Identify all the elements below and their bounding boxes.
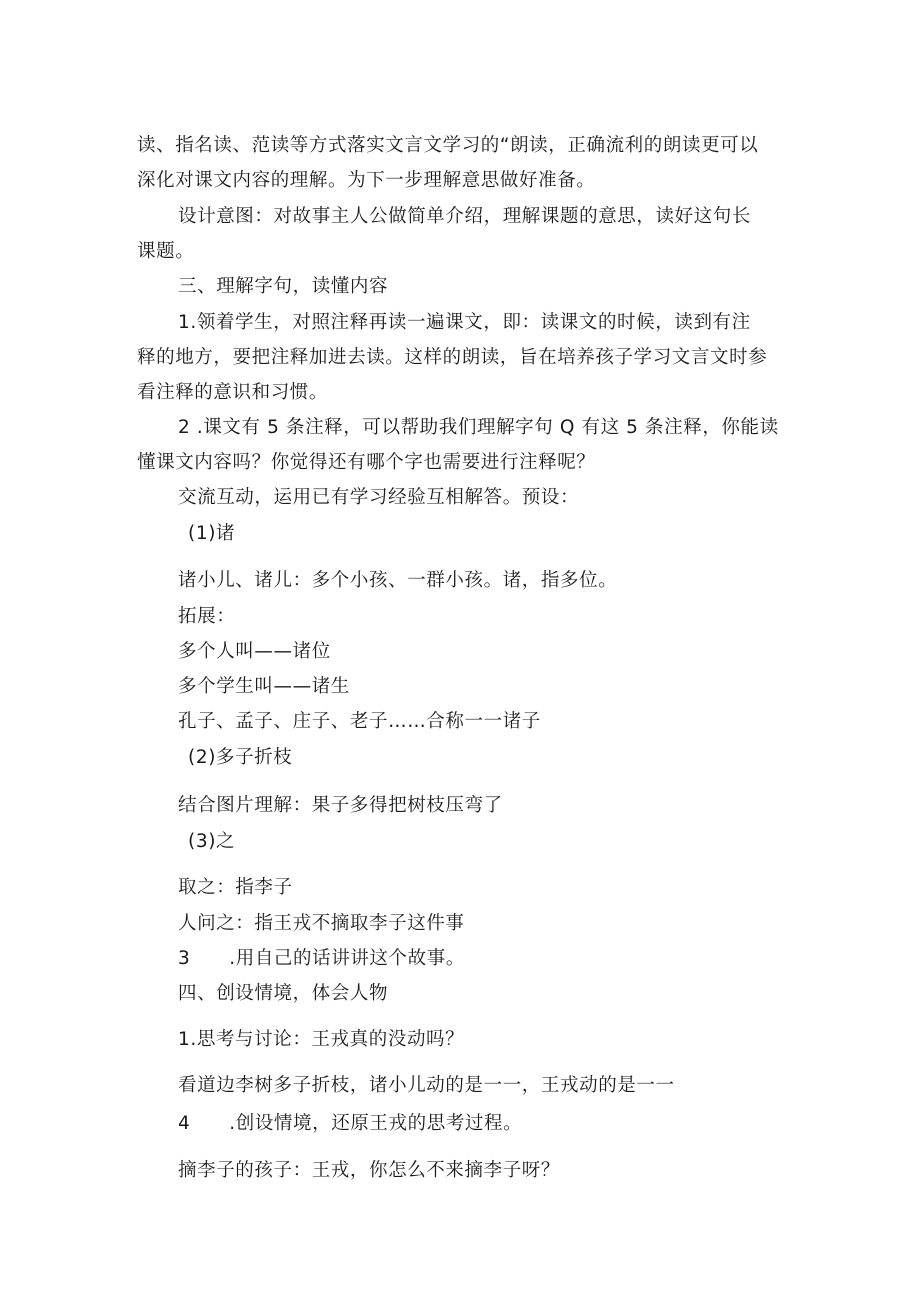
paragraph-line: 取之：指李子 (178, 876, 293, 898)
paragraph-line: 深化对课文内容的理解。为下一步理解意思做好准备。 (137, 169, 596, 191)
paragraph-line: 懂课文内容吗？你觉得还有哪个字也需要进行注释呢？ (137, 451, 596, 473)
paragraph-line: 释的地方，要把注释加进去读。这样的朗读，旨在培养孩子学习文言文时参 (137, 346, 768, 368)
paragraph-line: 多个人叫——诸位 (178, 640, 331, 662)
list-item-1: 1.思考与讨论：王戎真的没动吗？ (178, 1028, 465, 1050)
paragraph-line: 看注释的意识和习惯。 (137, 381, 329, 403)
list-item-4: 4 .创设情境，还原王戎的思考过程。 (178, 1112, 523, 1134)
paragraph-line: 读、指名读、范读等方式落实文言文学习的“朗读，正确流利的朗读更可以 (137, 134, 759, 156)
paragraph-line: 孔子、孟子、庄子、老子……合称一一诸子 (178, 710, 541, 732)
paragraph-line: 多个学生叫——诸生 (178, 675, 350, 697)
paragraph-line: 诸小儿、诸儿：多个小孩、一群小孩。诸，指多位。 (178, 569, 618, 591)
section-heading-3: 三、理解字句，读懂内容 (178, 275, 389, 297)
paragraph-line: 摘李子的孩子：王戎，你怎么不来摘李子呀？ (178, 1159, 561, 1181)
list-item-1: 1.领着学生，对照注释再读一遍课文，即：读课文的时候，读到有注 (178, 311, 751, 333)
list-item-3: 3 .用自己的话讲讲这个故事。 (178, 947, 465, 969)
design-intent-line: 设计意图：对故事主人公做简单介绍，理解课题的意思，读好这句长 (178, 205, 752, 227)
paragraph-line: 拓展： (178, 605, 236, 627)
sub-item-3: (3)之 (188, 830, 236, 852)
paragraph-line: 看道边李树多子折枝，诸小儿动的是一一，王戎动的是一一 (178, 1074, 675, 1096)
paragraph-line: 人问之：指王戎不摘取李子这件事 (178, 912, 465, 934)
paragraph-line: 结合图片理解：果子多得把树枝压弯了 (178, 794, 503, 816)
sub-item-2: (2)多子折枝 (188, 746, 293, 768)
section-heading-4: 四、创设情境，体会人物 (178, 982, 389, 1004)
paragraph-line: 交流互动，运用已有学习经验互相解答。预设： (178, 486, 580, 508)
list-item-2: 2 .课文有 5 条注释，可以帮助我们理解字句 Q 有这 5 条注释，你能读 (178, 416, 779, 438)
sub-item-1: (1)诸 (188, 522, 236, 544)
paragraph-line: 课题。 (137, 240, 195, 262)
